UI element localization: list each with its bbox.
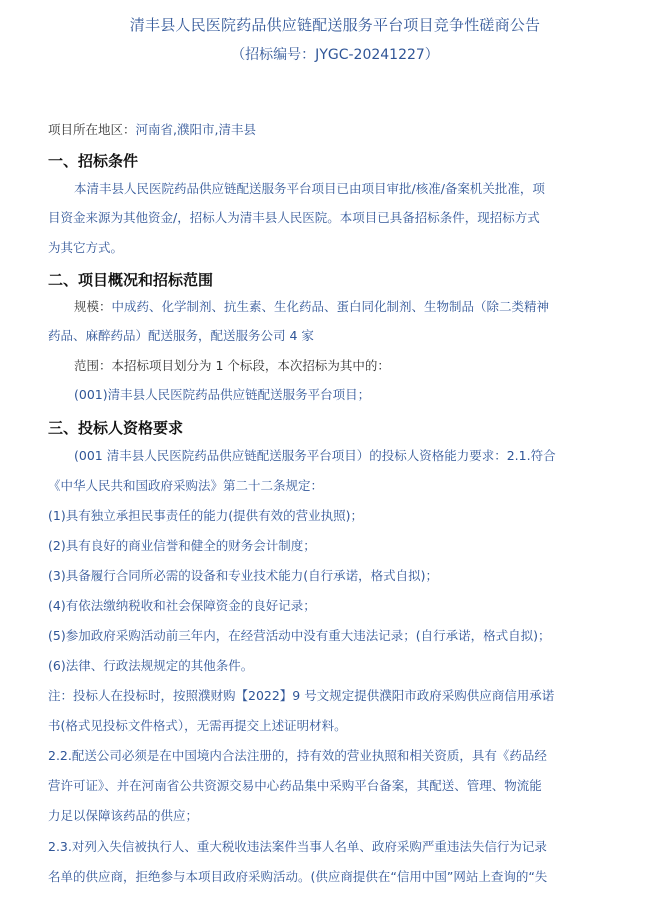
scope-line: 范围：本招标项目划分为 1 个标段，本次招标为其中的： [74,358,390,373]
qualification-item: (6)法律、行政法规规定的其他条件。 [48,658,254,673]
requirement-2-3-continued: 名单的供应商，拒绝参与本项目政府采购活动。(供应商提供在“信用中国”网站上查询的“失 [48,869,548,884]
qualification-item: (5)参加政府采购活动前三年内，在经营活动中没有重大违法记录；(自行承诺，格式自拟)； [48,628,551,643]
qualification-item: (1)具有独立承担民事责任的能力(提供有效的营业执照)； [48,508,363,523]
section-heading-project-overview: 二、项目概况和招标范围 [48,271,214,289]
location-value: 河南省,濮阳市,清丰县 [135,122,256,137]
lot-line: (001)清丰县人民医院药品供应链配送服务平台项目； [74,387,371,402]
qualification-item: (2)具有良好的商业信誉和健全的财务会计制度； [48,538,316,553]
section-heading-bidder-qualifications: 三、投标人资格要求 [48,419,184,437]
qualification-item: (3)具备履行合同所必需的设备和专业技术能力(自行承诺，格式自拟)； [48,568,438,583]
scale-text: 中成药、化学制剂、抗生素、生化药品、蛋白同化制剂、生物制品（除二类精神 [111,299,550,314]
location-label: 项目所在地区： [48,122,136,137]
qualification-item: (4)有依法缴纳税收和社会保障资金的良好记录； [48,598,316,613]
paragraph-line: 本清丰县人民医院药品供应链配送服务平台项目已由项目审批/核准/备案机关批准，项 [74,181,545,196]
scale-line-continued: 药品、麻醉药品）配送服务，配送服务公司 4 家 [48,328,314,343]
requirement-2-3: 2.3.对列入失信被执行人、重大税收违法案件当事人名单、政府采购严重违法失信行为记录 [48,839,547,854]
requirement-2-2-continued: 力足以保障该药品的供应； [48,808,199,823]
note-line: 注：投标人在投标时，按照濮财购【2022】9 号文规定提供濮阳市政府采购供应商信用承诺 [48,688,555,703]
bid-number: （招标编号：JYGC-20241227） [231,47,439,63]
note-line-continued: 书(格式见投标文件格式），无需再提交上述证明材料。 [48,718,347,733]
page-title: 清丰县人民医院药品供应链配送服务平台项目竞争性磋商公告 [129,16,541,34]
paragraph-line: 目资金来源为其他资金/，招标人为清丰县人民医院。本项目已具备招标条件，现招标方式 [48,210,540,225]
scale-line [74,298,648,316]
requirement-2-2: 2.2.配送公司必须是在中国境内合法注册的，持有效的营业执照和相关资质，具有《药品经 [48,748,547,763]
section-heading-tender-conditions: 一、招标条件 [48,152,139,170]
paragraph-line: 为其它方式。 [48,240,124,255]
project-location [48,121,648,139]
scale-label: 规模： [74,299,112,314]
qualification-intro: (001 清丰县人民医院药品供应链配送服务平台项目）的投标人资格能力要求：2.1.符合 [74,448,556,463]
qualification-intro-continued: 《中华人民共和国政府采购法》第二十二条规定： [48,478,324,493]
requirement-2-2-continued: 营许可证》、并在河南省公共资源交易中心药品集中采购平台备案，其配送、管理、物流能 [48,778,542,793]
